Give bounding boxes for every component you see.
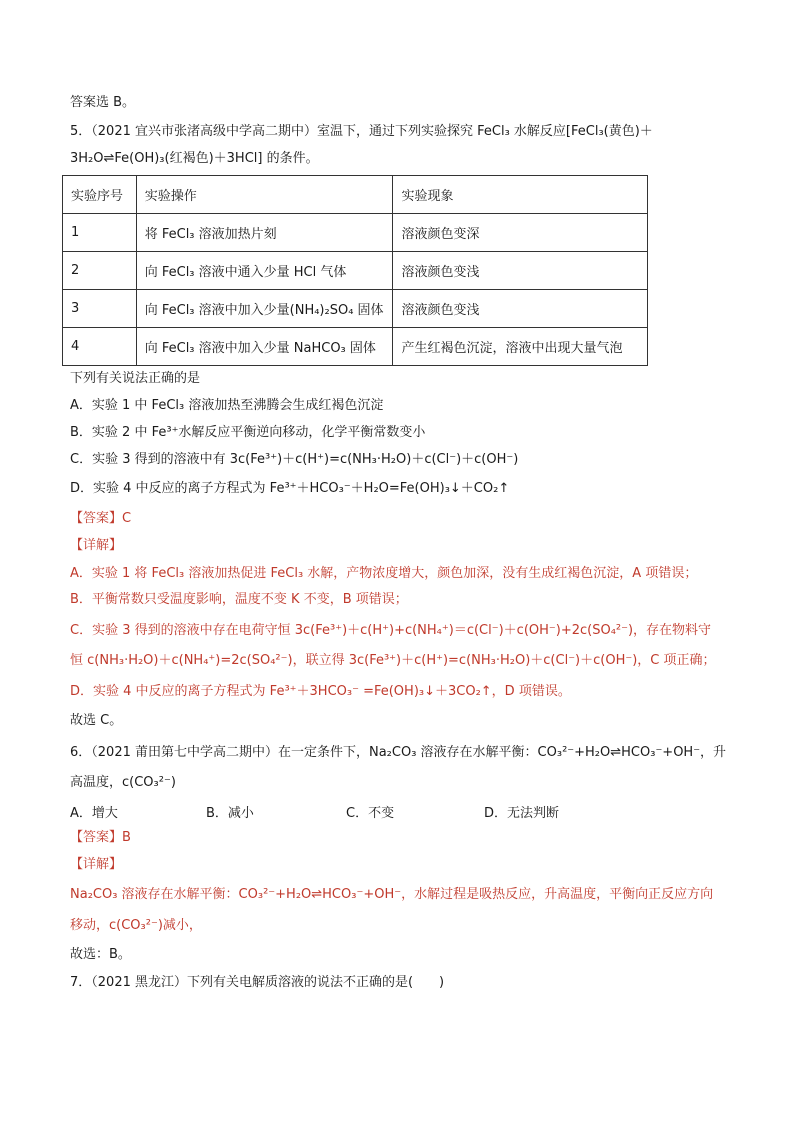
table-row xyxy=(63,328,648,366)
table-header-cell: 实验现象 xyxy=(393,176,648,214)
table-cell: 2 xyxy=(63,252,137,290)
q5-option-a: A．实验 1 中 FeCl₃ 溶液加热至沸腾会生成红褐色沉淀 xyxy=(70,398,384,413)
q5-detail-c1: C．实验 3 得到的溶液中存在电荷守恒 3c(Fe³⁺)＋c(H⁺)+c(NH₄⁺)＝c(Cl⁻)＋c(OH⁻)+2c(SO₄²⁻)，存在物料守 xyxy=(70,623,712,638)
q5-stem-line1: 5．（2021 宜兴市张渚高级中学高二期中）室温下，通过下列实验探究 FeCl₃ 水解反应[FeCl₃(黄色)＋ xyxy=(70,124,653,139)
q6-stem-line2: 高温度，c(CO₃²⁻) xyxy=(70,775,176,790)
q5-detail-tag: 【详解】 xyxy=(70,538,123,553)
table-cell: 将 FeCl₃ 溶液加热片刻 xyxy=(136,214,393,252)
table-header-cell: 实验序号 xyxy=(63,176,137,214)
q6-option-c: C．不变 xyxy=(346,806,395,821)
table-cell: 向 FeCl₃ 溶液中通入少量 HCl 气体 xyxy=(136,252,393,290)
table-cell: 向 FeCl₃ 溶液中加入少量(NH₄)₂SO₄ 固体 xyxy=(136,290,393,328)
table-cell: 4 xyxy=(63,328,137,366)
table-header-row xyxy=(63,176,648,214)
q5-detail-b: B．平衡常数只受温度影响，温度不变 K 不变，B 项错误； xyxy=(70,592,408,607)
q7-stem: 7．（2021 黑龙江）下列有关电解质溶液的说法不正确的是( ) xyxy=(70,975,445,990)
q5-answer-tag: 【答案】C xyxy=(70,511,132,526)
q5-conclusion: 故选 C。 xyxy=(70,713,123,728)
q6-detail-line1: Na₂CO₃ 溶液存在水解平衡：CO₃²⁻+H₂O⇌HCO₃⁻+OH⁻，水解过程是吸热反应，升高温度，平衡向正反应方向 xyxy=(70,887,714,902)
q6-option-a: A．增大 xyxy=(70,806,118,821)
q6-detail-tag: 【详解】 xyxy=(70,857,123,872)
table-row xyxy=(63,252,648,290)
table-row xyxy=(63,290,648,328)
q5-lead: 下列有关说法正确的是 xyxy=(70,371,201,386)
previous-answer-line: 答案选 B。 xyxy=(70,95,136,110)
q6-detail-line2: 移动，c(CO₃²⁻)减小， xyxy=(70,918,202,933)
q6-answer-tag: 【答案】B xyxy=(70,830,131,845)
table-header-cell: 实验操作 xyxy=(136,176,393,214)
q6-option-d: D．无法判断 xyxy=(484,806,560,821)
table-cell: 溶液颜色变浅 xyxy=(393,252,648,290)
q5-option-b: B．实验 2 中 Fe³⁺水解反应平衡逆向移动，化学平衡常数变小 xyxy=(70,425,426,440)
table-cell: 1 xyxy=(63,214,137,252)
table-cell: 产生红褐色沉淀，溶液中出现大量气泡 xyxy=(393,328,648,366)
q5-stem-line2: 3H₂O⇌Fe(OH)₃(红褐色)＋3HCl] 的条件。 xyxy=(70,151,319,166)
table-row xyxy=(63,214,648,252)
experiment-table xyxy=(62,175,648,366)
q6-option-b: B．减小 xyxy=(206,806,254,821)
q6-conclusion: 故选：B。 xyxy=(70,947,131,962)
q5-option-d: D．实验 4 中反应的离子方程式为 Fe³⁺＋HCO₃⁻＋H₂O=Fe(OH)₃↓＋CO₂↑ xyxy=(70,481,510,496)
q5-option-c: C．实验 3 得到的溶液中有 3c(Fe³⁺)＋c(H⁺)=c(NH₃·H₂O)＋c(Cl⁻)＋c(OH⁻) xyxy=(70,452,519,467)
q5-detail-c2: 恒 c(NH₃·H₂O)＋c(NH₄⁺)=2c(SO₄²⁻)，联立得 3c(Fe³⁺)＋c(H⁺)=c(NH₃·H₂O)＋c(Cl⁻)＋c(OH⁻)，C 项正确； xyxy=(70,653,716,668)
table-cell: 向 FeCl₃ 溶液中加入少量 NaHCO₃ 固体 xyxy=(136,328,393,366)
q6-stem-line1: 6．（2021 莆田第七中学高二期中）在一定条件下，Na₂CO₃ 溶液存在水解平衡：CO₃²⁻+H₂O⇌HCO₃⁻+OH⁻，升 xyxy=(70,745,727,760)
q5-detail-a: A．实验 1 将 FeCl₃ 溶液加热促进 FeCl₃ 水解，产物浓度增大，颜色加深，没有生成红褐色沉淀，A 项错误； xyxy=(70,566,698,581)
table-cell: 溶液颜色变深 xyxy=(393,214,648,252)
q5-detail-d: D．实验 4 中反应的离子方程式为 Fe³⁺＋3HCO₃⁻ =Fe(OH)₃↓＋3CO₂↑，D 项错误。 xyxy=(70,684,571,699)
table-cell: 溶液颜色变浅 xyxy=(393,290,648,328)
table-cell: 3 xyxy=(63,290,137,328)
